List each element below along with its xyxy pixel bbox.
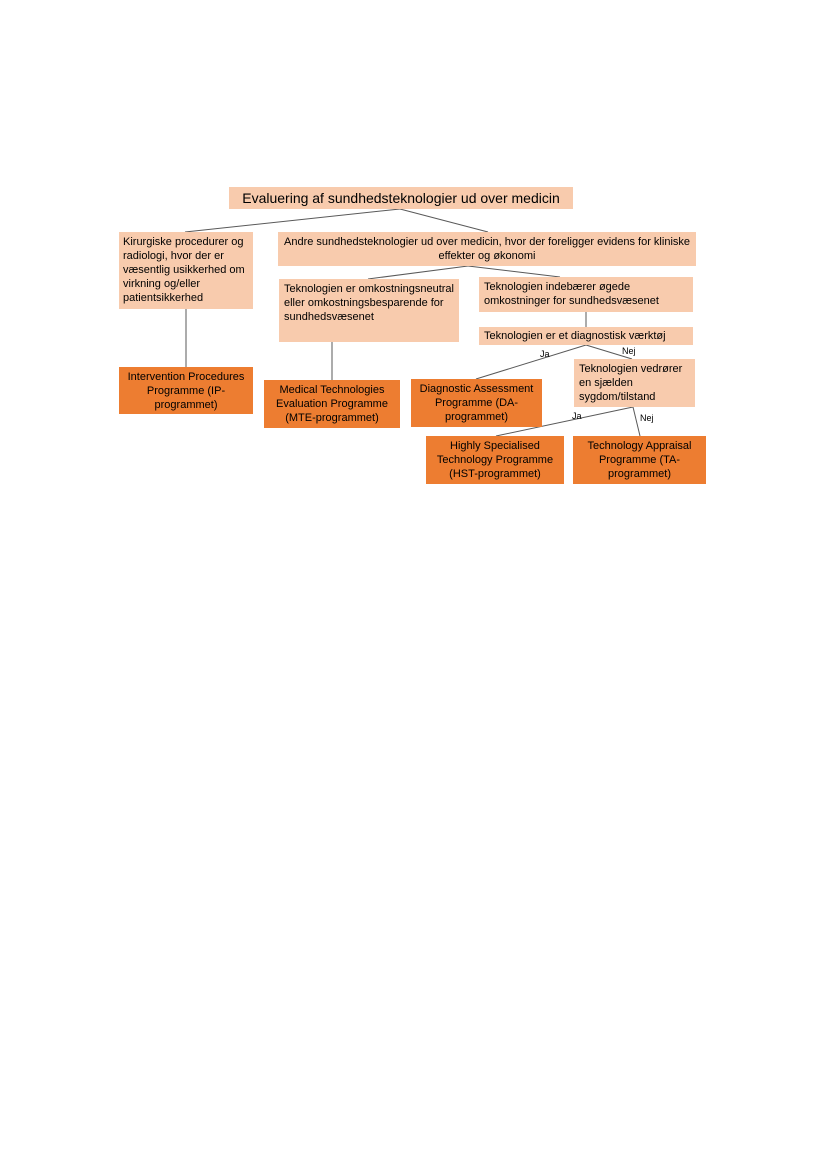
connector-diagnostic-da: [476, 345, 586, 379]
connector-root-right: [400, 209, 488, 232]
ta-programme-node: Technology Appraisal Programme (TA-programmet): [573, 436, 706, 484]
connector-right-increase: [468, 266, 560, 277]
root-node: Evaluering af sundhedsteknologier ud over medicin: [229, 187, 573, 209]
left-branch-node: Kirurgiske procedurer og radiologi, hvor der er væsentlig usikkerhed om virkning og/eller patientsikkerhed: [119, 232, 253, 309]
edge-label-no-diagnostic: Nej: [622, 346, 636, 356]
diagnostic-question-node: Teknologien er et diagnostisk værktøj: [479, 327, 693, 345]
connector-right-neutral: [368, 266, 468, 279]
hst-programme-node: Highly Specialised Technology Programme (HST-programmet): [426, 436, 564, 484]
da-programme-node: Diagnostic Assessment Programme (DA-programmet): [411, 379, 542, 427]
connector-rare-ta: [633, 407, 640, 436]
connector-root-left: [185, 209, 400, 232]
cost-increase-node: Teknologien indebærer øgede omkostninger for sundhedsvæsenet: [479, 277, 693, 312]
cost-neutral-node: Teknologien er omkostningsneutral eller omkostningsbesparende for sundhedsvæsenet: [279, 279, 459, 342]
edge-label-yes-rare: Ja: [572, 411, 582, 421]
right-branch-node: Andre sundhedsteknologier ud over medicin, hvor der foreligger evidens for kliniske effekter og økonomi: [278, 232, 696, 266]
edge-label-no-rare: Nej: [640, 413, 654, 423]
mte-programme-node: Medical Technologies Evaluation Programme (MTE-programmet): [264, 380, 400, 428]
ip-programme-node: Intervention Procedures Programme (IP-programmet): [119, 367, 253, 414]
rare-disease-question-node: Teknologien vedrører en sjælden sygdom/tilstand: [574, 359, 695, 407]
edge-label-yes-diagnostic: Ja: [540, 349, 550, 359]
